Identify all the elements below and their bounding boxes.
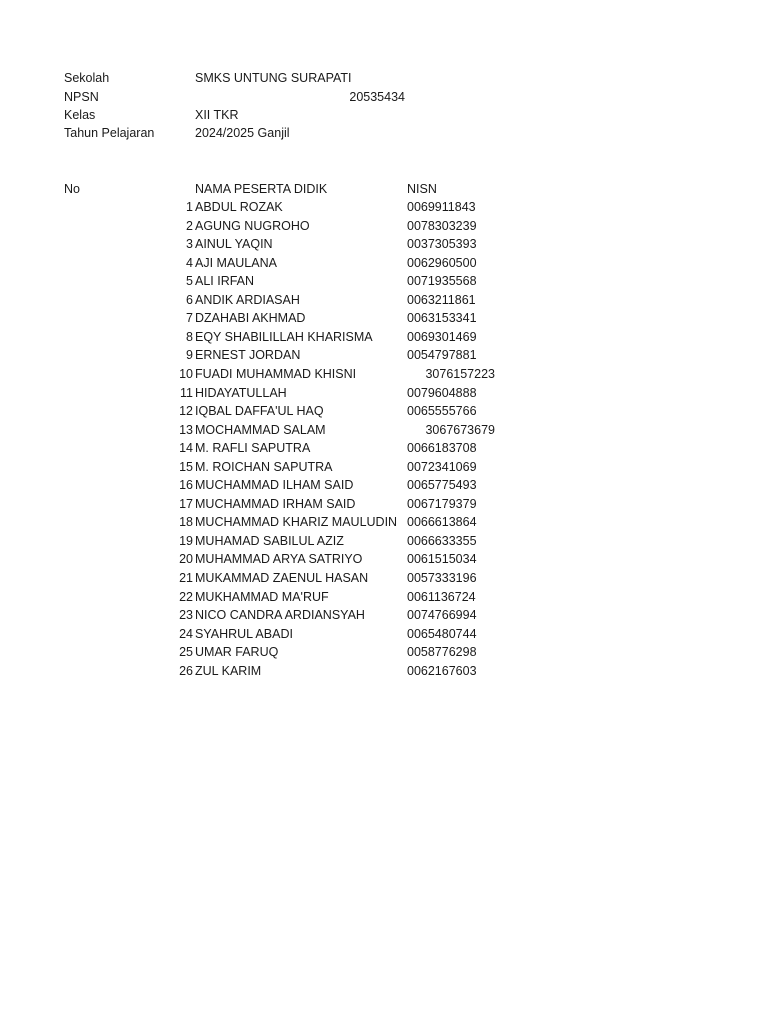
row-number: 3 (186, 237, 193, 251)
row-number: 4 (186, 256, 193, 270)
class-value: XII TKR (195, 108, 239, 122)
student-name: DZAHABI AKHMAD (195, 311, 306, 325)
student-name: ZUL KARIM (195, 664, 262, 678)
npsn-label: NPSN (64, 90, 99, 104)
student-nisn: 0065480744 (407, 627, 477, 641)
row-number: 18 (179, 515, 193, 529)
student-nisn: 0066183708 (407, 441, 477, 455)
row-number: 19 (179, 534, 193, 548)
student-nisn: 0037305393 (407, 237, 477, 251)
row-number: 21 (179, 571, 193, 585)
student-name: MUHAMAD SABILUL AZIZ (195, 534, 344, 548)
student-name: FUADI MUHAMMAD KHISNI (195, 367, 357, 381)
student-name: MUKAMMAD ZAENUL HASAN (195, 571, 369, 585)
column-header-name: NAMA PESERTA DIDIK (195, 182, 328, 196)
student-nisn: 0069911843 (407, 200, 476, 214)
student-name: ANDIK ARDIASAH (195, 293, 300, 307)
student-nisn: 0061515034 (407, 552, 477, 566)
row-number: 2 (186, 219, 193, 233)
class-label: Kelas (64, 108, 96, 122)
student-nisn: 3076157223 (425, 367, 495, 381)
student-name: ABDUL ROZAK (195, 200, 283, 214)
row-number: 7 (186, 311, 193, 325)
row-number: 17 (179, 497, 193, 511)
student-name: AGUNG NUGROHO (195, 219, 310, 233)
row-number: 23 (179, 608, 193, 622)
student-nisn: 0063211861 (407, 293, 476, 307)
student-name: M. RAFLI SAPUTRA (195, 441, 311, 455)
school-value: SMKS UNTUNG SURAPATI (195, 71, 352, 85)
column-header-nisn: NISN (407, 182, 437, 196)
row-number: 16 (179, 478, 193, 492)
column-header-no: No (64, 182, 80, 196)
student-nisn: 0072341069 (407, 460, 477, 474)
student-nisn: 0066613864 (407, 515, 477, 529)
student-nisn: 0063153341 (407, 311, 477, 325)
student-nisn: 3067673679 (425, 423, 495, 437)
student-name: HIDAYATULLAH (195, 386, 287, 400)
student-name: MUCHAMMAD IRHAM SAID (195, 497, 356, 511)
student-name: M. ROICHAN SAPUTRA (195, 460, 333, 474)
row-number: 13 (179, 423, 193, 437)
row-number: 25 (179, 645, 193, 659)
student-name: MOCHAMMAD SALAM (195, 423, 326, 437)
row-number: 24 (179, 627, 193, 641)
student-name: EQY SHABILILLAH KHARISMA (195, 330, 373, 344)
row-number: 8 (186, 330, 193, 344)
student-nisn: 0062167603 (407, 664, 477, 678)
student-name: MUCHAMMAD KHARIZ MAULUDIN (195, 515, 398, 529)
school-label: Sekolah (64, 71, 110, 85)
student-nisn: 0054797881 (407, 348, 477, 362)
row-number: 10 (179, 367, 193, 381)
student-nisn: 0074766994 (407, 608, 477, 622)
academic-year-value: 2024/2025 Ganjil (195, 126, 290, 140)
row-number: 22 (179, 590, 193, 604)
row-number: 6 (186, 293, 193, 307)
row-number: 20 (179, 552, 193, 566)
row-number: 12 (179, 404, 193, 418)
academic-year-label: Tahun Pelajaran (64, 126, 155, 140)
row-number: 11 (180, 386, 193, 400)
student-nisn: 0061136724 (407, 590, 476, 604)
student-nisn: 0078303239 (407, 219, 477, 233)
student-nisn: 0079604888 (407, 386, 477, 400)
student-nisn: 0058776298 (407, 645, 477, 659)
student-name: UMAR FARUQ (195, 645, 279, 659)
student-nisn: 0062960500 (407, 256, 477, 270)
row-number: 14 (179, 441, 193, 455)
student-nisn: 0065775493 (407, 478, 477, 492)
student-nisn: 0057333196 (407, 571, 477, 585)
student-name: NICO CANDRA ARDIANSYAH (195, 608, 365, 622)
student-name: IQBAL DAFFA'UL HAQ (195, 404, 324, 418)
row-number: 5 (186, 274, 193, 288)
npsn-value: 20535434 (349, 90, 405, 104)
row-number: 9 (186, 348, 193, 362)
student-name: SYAHRUL ABADI (195, 627, 293, 641)
student-name: ALI IRFAN (195, 274, 255, 288)
student-name: MUCHAMMAD ILHAM SAID (195, 478, 354, 492)
row-number: 26 (179, 664, 193, 678)
student-nisn: 0071935568 (407, 274, 477, 288)
row-number: 1 (186, 200, 193, 214)
student-nisn: 0065555766 (407, 404, 477, 418)
student-name: MUHAMMAD ARYA SATRIYO (195, 552, 363, 566)
student-name: ERNEST JORDAN (195, 348, 301, 362)
student-nisn: 0069301469 (407, 330, 477, 344)
student-nisn: 0067179379 (407, 497, 477, 511)
student-name: AJI MAULANA (195, 256, 277, 270)
student-name: MUKHAMMAD MA'RUF (195, 590, 329, 604)
student-nisn: 0066633355 (407, 534, 477, 548)
row-number: 15 (179, 460, 193, 474)
student-name: AINUL YAQIN (195, 237, 273, 251)
